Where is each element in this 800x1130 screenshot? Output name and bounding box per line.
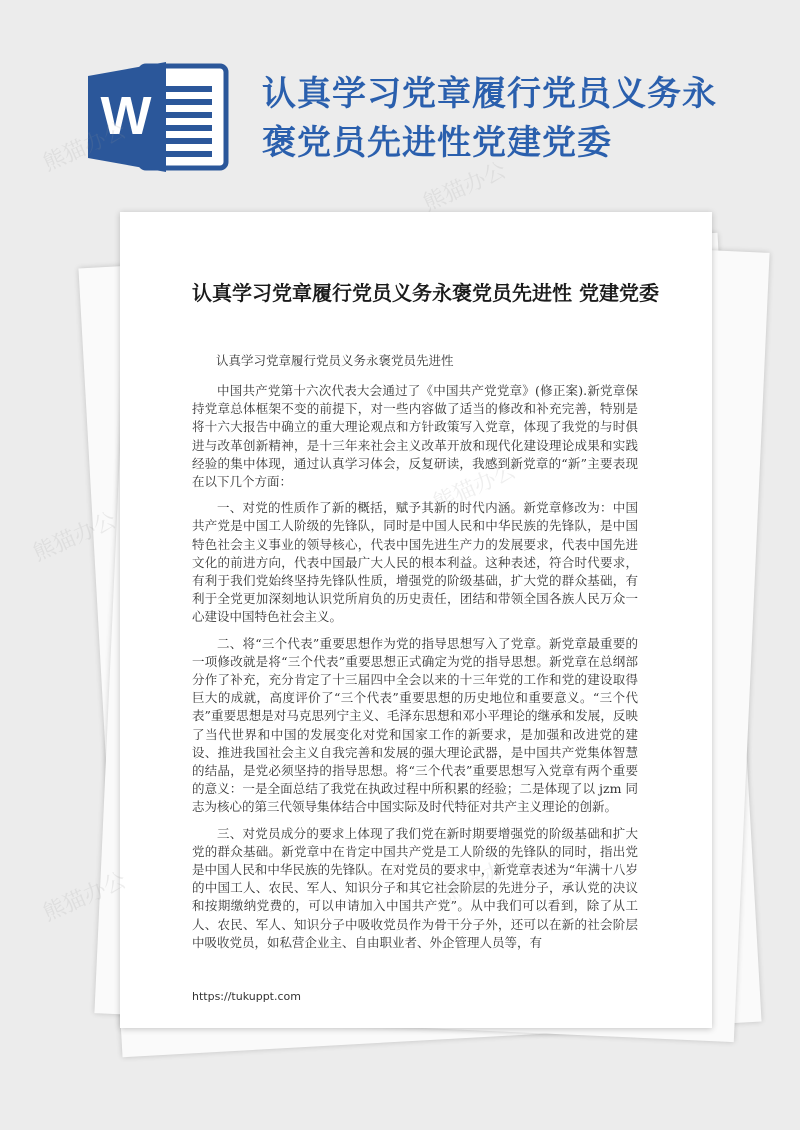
paragraph: 中国共产党第十六次代表大会通过了《中国共产党党章》(修正案).新党章保持党章总体框架不变的前提下，对一些内容做了适当的修改和补充完善，特别是将十六大报告中确立的重大理论观点和方针政策写入党章，体现了我党的与时俱进与改革创新精神，是十三年来社会主义改革开放和现代化建设理论成果和实践经验的集中体现，通过认真学习体会，反复研读，我感到新党章的“新”主要表现在以下几个方面： (192, 383, 638, 490)
document-page (120, 212, 712, 1028)
svg-text:W: W (100, 86, 152, 146)
page-title: 认真学习党章履行党员义务永褒党员先进性 党建党委 (192, 281, 659, 305)
paragraph: 二、将“三个代表”重要思想作为党的指导思想写入了党章。新党章最重要的一项修改就是将“三个代表”重要思想正式确定为党的指导思想。新党章在总纲部分作了补充，充分肯定了十三届四中全会以来的十三年党的工作和党的建设取得巨大的成就，高度评价了“三个代表”重要思想的历史地位和重要意义。“三个代表”重要思想是对马克思列宁主义、毛泽东思想和邓小平理论的继承和发展，反映了当代世界和中国的发展变化对党和国家工作的新要求，是加强和改进党的建设、推进我国社会主义自我完善和发展的强大理论武器，是中国共产党集体智慧的结晶，是党必须坚持的指导思想。将“三个代表”重要思想写入党章有两个重要的意义：一是全面总结了我党在执政过程中所积累的经验；二是体现了以 jzm 同志为核心的第三代领导集体结合中国实际及时代特征对共产主义理论的创新。 (192, 635, 638, 815)
source-url: https://tukuppt.com (192, 990, 301, 1003)
header-banner (0, 0, 800, 210)
paragraph: 一、对党的性质作了新的概括，赋予其新的时代内涵。新党章修改为：中国共产党是中国工人阶级的先锋队，同时是中国人民和中华民族的先锋队，是中国特色社会主义事业的领导核心，代表中国先进生产力的发展要求，代表中国先进文化的前进方向，代表中国最广大人民的根本利益。这种表述，符合时代要求，有利于我们党始终坚持先锋队性质，增强党的阶级基础，扩大党的群众基础，有利于全党更加深刻地认识党所肩负的历史责任，团结和带领全国各族人民万众一心建设中国特色社会主义。 (192, 500, 638, 625)
watermark: 熊猫办公 (419, 158, 511, 217)
document-title: 认真学习党章履行党员义务永褒党员先进性党建党委 (262, 74, 717, 163)
word-document-icon (88, 62, 230, 172)
watermark: 熊猫办公 (39, 118, 131, 177)
body-text (192, 382, 638, 960)
watermark: 熊猫办公 (39, 868, 131, 927)
watermark: 熊猫办公 (29, 508, 121, 567)
page-subtitle: 认真学习党章履行党员义务永褒党员先进性 (216, 353, 454, 368)
paragraph: 三、对党员成分的要求上体现了我们党在新时期要增强党的阶级基础和扩大党的群众基础。新党章中在肯定中国共产党是工人阶级的先锋队的同时，指出党是中国人民和中华民族的先锋队。在对党员的要求中，新党章表述为“年满十八岁的中国工人、农民、军人、知识分子和其它社会阶层的先进分子，承认党的决议和按期缴纳党费的，可以申请加入中国共产党”。从中我们可以看到，除了从工人、农民、军人、知识分子中吸收党员作为骨干分子外，还可以在新的社会阶层中吸收党员，如私营企业主、自由职业者、外企管理人员等，有 (192, 825, 638, 950)
